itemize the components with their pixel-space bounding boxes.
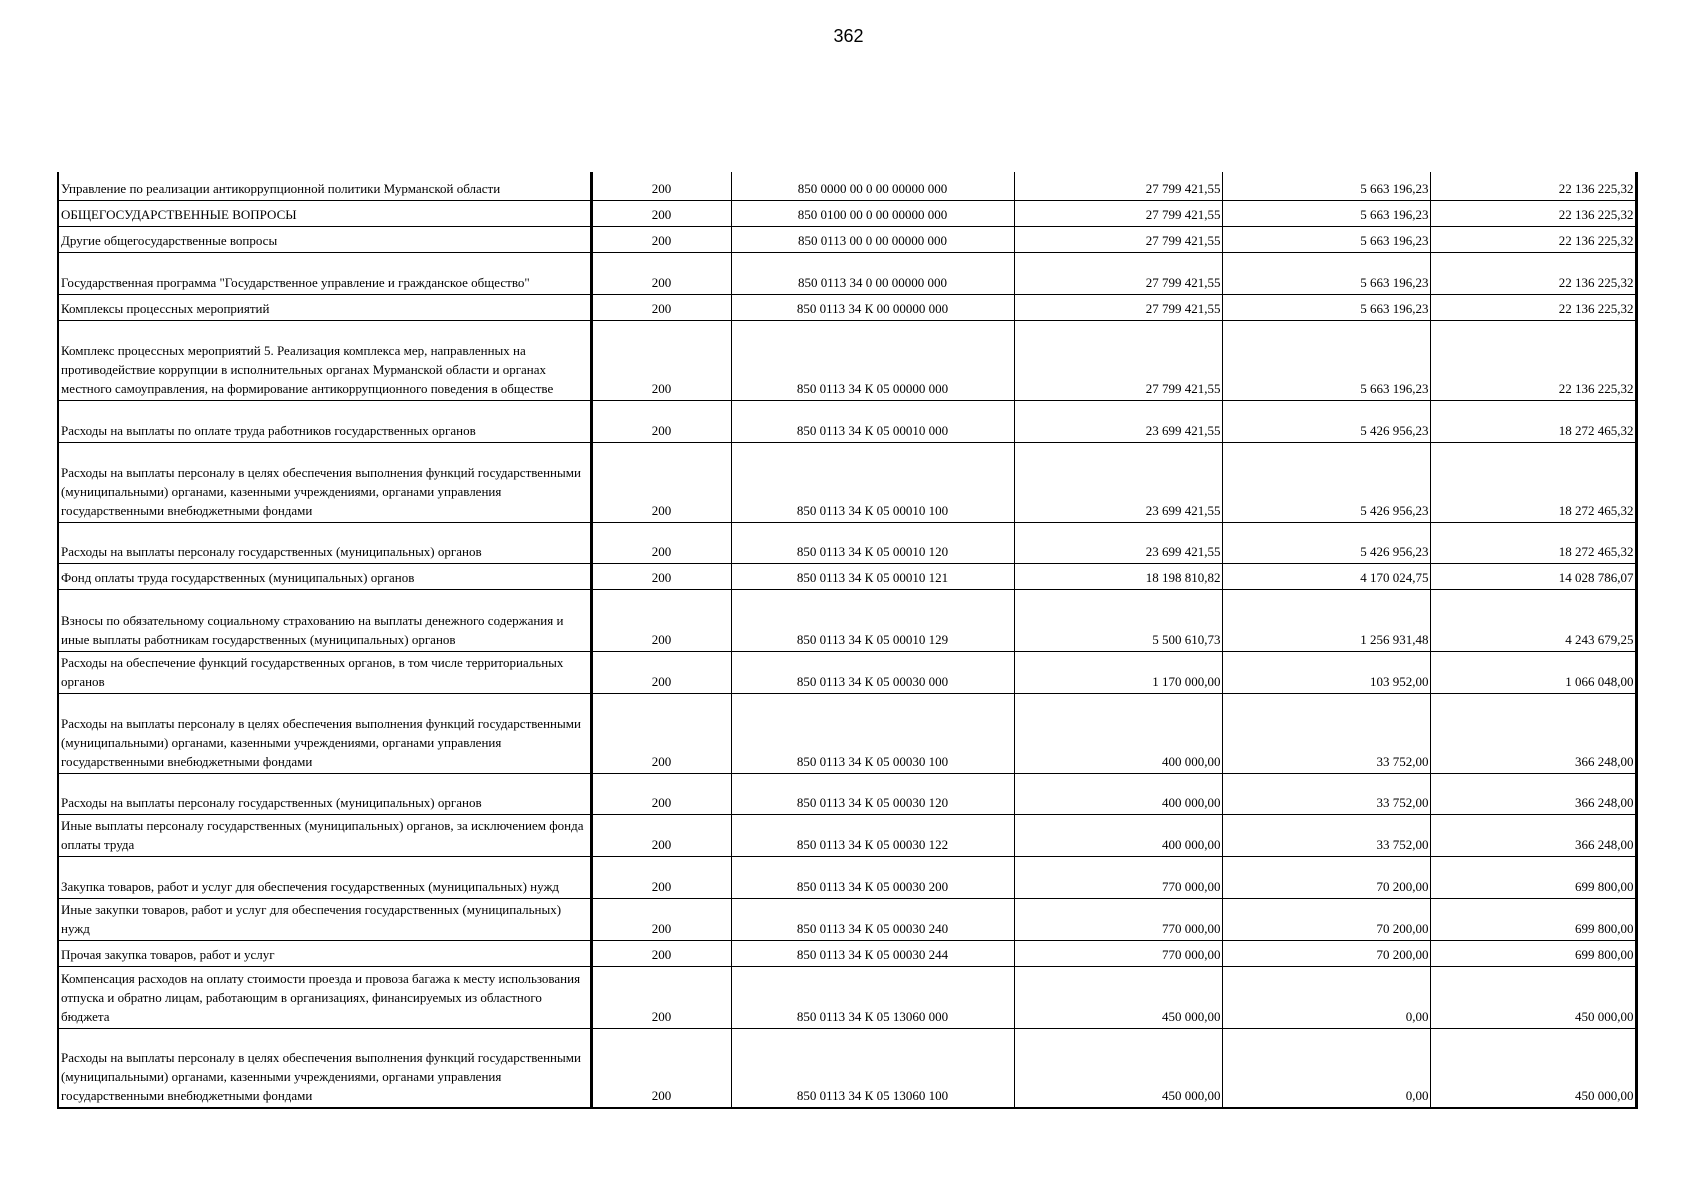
row-kbk: 850 0113 34 К 05 00030 100	[731, 693, 1014, 773]
row-value-3: 366 248,00	[1430, 693, 1636, 773]
row-value-2: 5 663 196,23	[1222, 226, 1430, 252]
row-kbk: 850 0113 34 К 05 00030 244	[731, 940, 1014, 966]
row-value-3: 4 243 679,25	[1430, 589, 1636, 651]
row-value-2: 33 752,00	[1222, 814, 1430, 856]
row-value-1: 770 000,00	[1014, 898, 1222, 940]
table-row	[58, 773, 1636, 814]
row-value-1: 23 699 421,55	[1014, 442, 1222, 522]
row-code: 200	[591, 814, 731, 856]
row-value-3: 699 800,00	[1430, 940, 1636, 966]
row-value-3: 18 272 465,32	[1430, 522, 1636, 563]
row-kbk: 850 0113 00 0 00 00000 000	[731, 226, 1014, 252]
row-value-2: 5 663 196,23	[1222, 294, 1430, 320]
row-kbk: 850 0113 34 К 05 00010 120	[731, 522, 1014, 563]
row-value-1: 1 170 000,00	[1014, 651, 1222, 693]
row-value-2: 5 663 196,23	[1222, 200, 1430, 226]
table-row	[58, 898, 1636, 940]
row-kbk: 850 0113 34 0 00 00000 000	[731, 252, 1014, 294]
row-kbk: 850 0113 34 К 05 13060 100	[731, 1028, 1014, 1108]
row-name: Расходы на выплаты персоналу государственных (муниципальных) органов	[58, 773, 591, 814]
row-code: 200	[591, 252, 731, 294]
row-kbk: 850 0100 00 0 00 00000 000	[731, 200, 1014, 226]
table-row	[58, 589, 1636, 651]
row-value-3: 22 136 225,32	[1430, 226, 1636, 252]
row-code: 200	[591, 442, 731, 522]
row-value-1: 23 699 421,55	[1014, 522, 1222, 563]
row-value-3: 18 272 465,32	[1430, 442, 1636, 522]
row-value-2: 5 663 196,23	[1222, 252, 1430, 294]
row-value-3: 22 136 225,32	[1430, 320, 1636, 400]
row-name: Расходы на выплаты персоналу в целях обеспечения выполнения функций государственными (муниципальными) органами, казенными учреждениями, органами управления государственными внебюджетными фондами	[58, 442, 591, 522]
row-value-1: 400 000,00	[1014, 693, 1222, 773]
table-row	[58, 252, 1636, 294]
row-value-1: 27 799 421,55	[1014, 226, 1222, 252]
table-row	[58, 940, 1636, 966]
row-code: 200	[591, 940, 731, 966]
row-name: Государственная программа "Государственное управление и гражданское общество"	[58, 252, 591, 294]
row-value-1: 27 799 421,55	[1014, 200, 1222, 226]
row-code: 200	[591, 693, 731, 773]
row-name: Фонд оплаты труда государственных (муниципальных) органов	[58, 563, 591, 589]
row-code: 200	[591, 898, 731, 940]
row-value-2: 0,00	[1222, 966, 1430, 1028]
row-value-2: 5 663 196,23	[1222, 320, 1430, 400]
row-code: 200	[591, 651, 731, 693]
row-code: 200	[591, 400, 731, 442]
row-name: Расходы на выплаты персоналу в целях обеспечения выполнения функций государственными (муниципальными) органами, казенными учреждениями, органами управления государственными внебюджетными фондами	[58, 1028, 591, 1108]
row-value-3: 1 066 048,00	[1430, 651, 1636, 693]
row-kbk: 850 0113 34 К 05 00010 121	[731, 563, 1014, 589]
row-value-1: 770 000,00	[1014, 856, 1222, 898]
row-value-3: 699 800,00	[1430, 856, 1636, 898]
table-row	[58, 442, 1636, 522]
row-code: 200	[591, 1028, 731, 1108]
row-code: 200	[591, 226, 731, 252]
row-value-3: 450 000,00	[1430, 1028, 1636, 1108]
row-value-1: 27 799 421,55	[1014, 320, 1222, 400]
row-value-3: 22 136 225,32	[1430, 200, 1636, 226]
row-kbk: 850 0113 34 К 05 00030 200	[731, 856, 1014, 898]
row-name: Расходы на выплаты персоналу в целях обеспечения выполнения функций государственными (муниципальными) органами, казенными учреждениями, органами управления государственными внебюджетными фондами	[58, 693, 591, 773]
row-code: 200	[591, 856, 731, 898]
row-value-2: 5 426 956,23	[1222, 442, 1430, 522]
row-kbk: 850 0113 34 К 05 00010 100	[731, 442, 1014, 522]
row-value-1: 770 000,00	[1014, 940, 1222, 966]
row-value-3: 18 272 465,32	[1430, 400, 1636, 442]
row-kbk: 850 0113 34 К 05 00030 122	[731, 814, 1014, 856]
row-code: 200	[591, 773, 731, 814]
row-value-3: 22 136 225,32	[1430, 172, 1636, 200]
row-code: 200	[591, 522, 731, 563]
row-code: 200	[591, 589, 731, 651]
row-name: Иные выплаты персоналу государственных (муниципальных) органов, за исключением фонда оплаты труда	[58, 814, 591, 856]
row-name: Компенсация расходов на оплату стоимости проезда и провоза багажа к месту использования отпуска и обратно лицам, работающим в организациях, финансируемых из областного бюджета	[58, 966, 591, 1028]
table-row	[58, 693, 1636, 773]
row-value-3: 366 248,00	[1430, 773, 1636, 814]
table-row	[58, 856, 1636, 898]
table-row	[58, 400, 1636, 442]
row-name: Расходы на обеспечение функций государственных органов, в том числе территориальных органов	[58, 651, 591, 693]
row-name: Комплексы процессных мероприятий	[58, 294, 591, 320]
row-name: Управление по реализации антикоррупционной политики Мурманской области	[58, 172, 591, 200]
page-number: 362	[833, 26, 864, 46]
table-row	[58, 814, 1636, 856]
row-kbk: 850 0113 34 К 05 00030 240	[731, 898, 1014, 940]
row-code: 200	[591, 172, 731, 200]
row-code: 200	[591, 200, 731, 226]
row-name: Закупка товаров, работ и услуг для обеспечения государственных (муниципальных) нужд	[58, 856, 591, 898]
row-value-2: 70 200,00	[1222, 856, 1430, 898]
row-kbk: 850 0113 34 К 00 00000 000	[731, 294, 1014, 320]
row-name: Расходы на выплаты персоналу государственных (муниципальных) органов	[58, 522, 591, 563]
row-code: 200	[591, 294, 731, 320]
row-kbk: 850 0113 34 К 05 00030 000	[731, 651, 1014, 693]
row-name: Прочая закупка товаров, работ и услуг	[58, 940, 591, 966]
table-body	[58, 172, 1636, 1108]
table-row	[58, 522, 1636, 563]
row-value-2: 33 752,00	[1222, 773, 1430, 814]
table-row	[58, 1028, 1636, 1108]
row-value-1: 23 699 421,55	[1014, 400, 1222, 442]
row-value-1: 400 000,00	[1014, 814, 1222, 856]
row-value-2: 5 663 196,23	[1222, 172, 1430, 200]
row-value-1: 18 198 810,82	[1014, 563, 1222, 589]
row-name: Расходы на выплаты по оплате труда работников государственных органов	[58, 400, 591, 442]
row-value-3: 366 248,00	[1430, 814, 1636, 856]
row-value-3: 450 000,00	[1430, 966, 1636, 1028]
row-value-2: 4 170 024,75	[1222, 563, 1430, 589]
row-value-1: 5 500 610,73	[1014, 589, 1222, 651]
table-row	[58, 172, 1636, 200]
row-value-3: 14 028 786,07	[1430, 563, 1636, 589]
row-value-3: 22 136 225,32	[1430, 252, 1636, 294]
row-kbk: 850 0113 34 К 05 00030 120	[731, 773, 1014, 814]
row-value-2: 0,00	[1222, 1028, 1430, 1108]
row-value-2: 103 952,00	[1222, 651, 1430, 693]
row-value-2: 5 426 956,23	[1222, 522, 1430, 563]
row-kbk: 850 0113 34 К 05 00010 129	[731, 589, 1014, 651]
row-name: Взносы по обязательному социальному страхованию на выплаты денежного содержания и иные выплаты работникам государственных (муниципальных) органов	[58, 589, 591, 651]
table-row	[58, 200, 1636, 226]
table-row	[58, 320, 1636, 400]
row-value-3: 22 136 225,32	[1430, 294, 1636, 320]
row-kbk: 850 0000 00 0 00 00000 000	[731, 172, 1014, 200]
row-name: Другие общегосударственные вопросы	[58, 226, 591, 252]
table-row	[58, 226, 1636, 252]
row-kbk: 850 0113 34 К 05 00010 000	[731, 400, 1014, 442]
row-value-1: 450 000,00	[1014, 1028, 1222, 1108]
row-code: 200	[591, 320, 731, 400]
table-row	[58, 966, 1636, 1028]
row-value-2: 70 200,00	[1222, 940, 1430, 966]
row-value-1: 27 799 421,55	[1014, 252, 1222, 294]
table-row	[58, 651, 1636, 693]
row-value-1: 27 799 421,55	[1014, 294, 1222, 320]
row-value-2: 33 752,00	[1222, 693, 1430, 773]
table-row	[58, 294, 1636, 320]
row-code: 200	[591, 966, 731, 1028]
row-kbk: 850 0113 34 К 05 00000 000	[731, 320, 1014, 400]
row-name: Иные закупки товаров, работ и услуг для обеспечения государственных (муниципальных) нужд	[58, 898, 591, 940]
budget-table	[57, 172, 1638, 1109]
row-value-3: 699 800,00	[1430, 898, 1636, 940]
row-value-2: 70 200,00	[1222, 898, 1430, 940]
table-row	[58, 563, 1636, 589]
row-value-1: 450 000,00	[1014, 966, 1222, 1028]
row-value-2: 1 256 931,48	[1222, 589, 1430, 651]
row-code: 200	[591, 563, 731, 589]
row-name: ОБЩЕГОСУДАРСТВЕННЫЕ ВОПРОСЫ	[58, 200, 591, 226]
row-value-1: 27 799 421,55	[1014, 172, 1222, 200]
row-value-1: 400 000,00	[1014, 773, 1222, 814]
row-name: Комплекс процессных мероприятий 5. Реализация комплекса мер, направленных на противодействие коррупции в исполнительных органах Мурманской области и органах местного самоуправления, на формирование антикоррупционного поведения в обществе	[58, 320, 591, 400]
row-value-2: 5 426 956,23	[1222, 400, 1430, 442]
row-kbk: 850 0113 34 К 05 13060 000	[731, 966, 1014, 1028]
